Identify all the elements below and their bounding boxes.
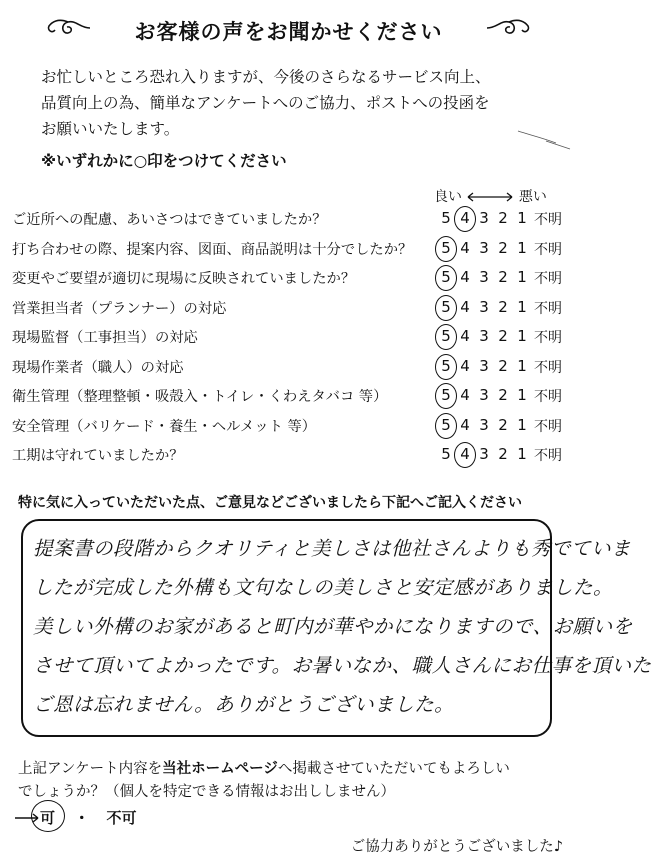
- rating-scale: [438, 445, 566, 465]
- question-text: 現場作業者（職人）の対応: [12, 359, 184, 376]
- question-text: 衛生管理（整理整頓・吸殻入・トイレ・くわえタバコ 等）: [12, 389, 388, 405]
- rating-option[interactable]: 不明: [534, 448, 562, 464]
- consent-question: [18, 758, 563, 804]
- rating-scale: [438, 327, 566, 347]
- consent-no-option[interactable]: [107, 807, 137, 828]
- consent-text: へ掲載させていただいてもよろしい: [277, 761, 510, 777]
- handwritten-line: させて頂いてよかったです。お暑いなか、職人さんにお仕事を頂いた: [33, 654, 651, 677]
- rating-option[interactable]: 5: [441, 327, 451, 345]
- free-comment-heading: 特に気に入っていただいた点、ご意見などございましたら下記へご記入ください: [18, 495, 522, 511]
- rating-option[interactable]: 4: [460, 356, 470, 375]
- question-text: 営業担当者（プランナー）の対応: [12, 300, 227, 317]
- thanks-message: ご協力ありがとうございました♪: [350, 839, 563, 855]
- consent-homepage-text: 当社ホームページ: [162, 761, 278, 777]
- rating-scale: [438, 209, 566, 229]
- intro-line: お願いいたします。: [41, 120, 180, 138]
- rating-option[interactable]: 3: [479, 209, 489, 227]
- rating-option[interactable]: 5: [441, 445, 451, 463]
- rating-option[interactable]: 5: [441, 415, 451, 434]
- rating-option[interactable]: 1: [517, 415, 527, 434]
- rating-option[interactable]: 2: [498, 445, 508, 463]
- rating-option[interactable]: 不明: [534, 212, 562, 228]
- consent-text: でしょうか？（個人を特定できる情報はお出ししません）: [18, 784, 395, 800]
- rating-option[interactable]: 4: [460, 327, 470, 345]
- rating-option[interactable]: 1: [517, 268, 527, 286]
- consent-yes-option[interactable]: [40, 807, 55, 828]
- rating-option[interactable]: 4: [460, 209, 470, 227]
- handwritten-line: 美しい外構のお家があると町内が華やかになりますので、お願いを: [33, 615, 633, 638]
- rating-option[interactable]: 5: [441, 356, 451, 375]
- rating-option[interactable]: 1: [517, 386, 527, 404]
- scale-good-label: 良い: [434, 189, 462, 205]
- intro-line: 品質向上の為、簡単なアンケートへのご協力、ポストへの投函を: [41, 94, 490, 112]
- rating-option[interactable]: 不明: [534, 418, 562, 435]
- intro-line: お忙しいところ恐れ入りますが、今後のさらなるサービス向上、: [41, 68, 491, 86]
- rating-option[interactable]: 5: [441, 209, 451, 227]
- question-row: [12, 205, 567, 233]
- rating-scale: [438, 357, 566, 377]
- consent-yes-label: 可: [40, 809, 56, 827]
- question-row: [12, 264, 567, 292]
- selected-circle-mark: [454, 442, 476, 468]
- rating-option[interactable]: 3: [479, 297, 489, 316]
- question-text: ご近所への配慮、あいさつはできていましたか？: [12, 212, 327, 228]
- rating-option[interactable]: 4: [460, 268, 470, 286]
- rating-option[interactable]: 1: [517, 238, 527, 257]
- rating-option[interactable]: 4: [460, 297, 470, 316]
- rating-option[interactable]: 不明: [534, 241, 562, 258]
- question-row: [12, 294, 567, 322]
- handwritten-line: 提案書の段階からクオリティと美しさは他社さんよりも秀でていま: [33, 537, 632, 560]
- question-row: [12, 441, 567, 469]
- selected-circle-mark: [435, 295, 457, 321]
- page-title: お客様の声をお聞かせください: [134, 20, 443, 44]
- rating-option[interactable]: 4: [460, 386, 470, 404]
- rating-scale: [438, 416, 566, 436]
- instruction-note: ※いずれかに○印をつけてください: [41, 152, 287, 170]
- rating-option[interactable]: 4: [460, 445, 470, 463]
- question-text: 安全管理（バリケード・養生・ヘルメット 等）: [12, 418, 317, 435]
- right-flourish-icon: [483, 16, 531, 40]
- rating-scale: [438, 239, 566, 259]
- selected-circle-mark: [435, 324, 457, 350]
- rating-option[interactable]: 1: [517, 297, 527, 316]
- rating-option[interactable]: 5: [441, 268, 451, 286]
- rating-scale: [438, 298, 566, 318]
- question-row: [12, 353, 567, 381]
- scale-header: [434, 186, 547, 206]
- rating-option[interactable]: 不明: [534, 330, 562, 346]
- selected-circle-mark: [435, 383, 457, 409]
- consent-no-label: 不可: [106, 809, 137, 827]
- rating-option[interactable]: 3: [479, 386, 489, 404]
- consent-options: [40, 807, 137, 828]
- question-row: [12, 323, 567, 351]
- rating-option[interactable]: 3: [479, 445, 489, 463]
- selected-circle-mark: [31, 800, 65, 832]
- rating-option[interactable]: 2: [498, 415, 508, 434]
- handwritten-line: したが完成した外構も文句なしの美しさと安定感がありました。: [33, 576, 614, 599]
- rating-option[interactable]: 1: [517, 445, 527, 463]
- pen-scribble-mark: [516, 125, 572, 151]
- rating-option[interactable]: 不明: [534, 389, 562, 405]
- question-row: [12, 412, 567, 440]
- rating-option[interactable]: 5: [441, 238, 451, 257]
- question-text: 現場監督（工事担当）の対応: [12, 330, 198, 346]
- question-text: 打ち合わせの際、提案内容、図面、商品説明は十分でしたか？: [12, 241, 413, 258]
- selected-circle-mark: [435, 236, 457, 262]
- question-row: [12, 235, 567, 263]
- rating-scale: [438, 386, 566, 406]
- free-comment-box[interactable]: [21, 519, 651, 737]
- handwritten-line: ご恩は忘れません。ありがとうございました。: [33, 693, 455, 716]
- rating-option[interactable]: 1: [517, 356, 527, 375]
- option-separator: ・: [74, 809, 90, 827]
- question-text: 変更やご要望が適切に現場に反映されていましたか？: [12, 271, 356, 287]
- rating-option[interactable]: 1: [517, 209, 527, 227]
- rating-option[interactable]: 2: [498, 297, 508, 316]
- rating-option[interactable]: 不明: [534, 271, 562, 287]
- rating-option[interactable]: 2: [498, 238, 508, 257]
- rating-option[interactable]: 3: [479, 238, 489, 257]
- rating-option[interactable]: 2: [498, 356, 508, 375]
- rating-option[interactable]: 不明: [534, 300, 562, 317]
- rating-option[interactable]: 3: [479, 356, 489, 375]
- selected-circle-mark: [435, 413, 457, 439]
- scale-bad-label: 悪い: [518, 189, 547, 205]
- double-arrow-icon: [466, 192, 514, 202]
- rating-option[interactable]: 3: [479, 415, 489, 434]
- rating-option[interactable]: 不明: [534, 359, 562, 376]
- rating-option[interactable]: 4: [460, 415, 470, 434]
- rating-option[interactable]: 2: [498, 327, 508, 345]
- question-text: 工期は守れていましたか？: [12, 448, 184, 464]
- selected-circle-mark: [435, 265, 457, 291]
- rating-option[interactable]: 3: [479, 268, 489, 286]
- rating-option[interactable]: 2: [498, 386, 508, 404]
- intro-text: [41, 64, 561, 142]
- consent-text: 上記アンケート内容を: [18, 761, 163, 777]
- rating-option[interactable]: 2: [498, 209, 508, 227]
- rating-option[interactable]: 3: [479, 327, 489, 345]
- rating-option[interactable]: 4: [460, 238, 470, 257]
- rating-scale: [438, 268, 566, 288]
- rating-option[interactable]: 1: [517, 327, 527, 345]
- rating-option[interactable]: 2: [498, 268, 508, 286]
- rating-option[interactable]: 5: [441, 297, 451, 316]
- selected-circle-mark: [435, 354, 457, 380]
- selected-circle-mark: [454, 206, 476, 232]
- question-row: [12, 382, 567, 410]
- rating-option[interactable]: 5: [441, 386, 451, 404]
